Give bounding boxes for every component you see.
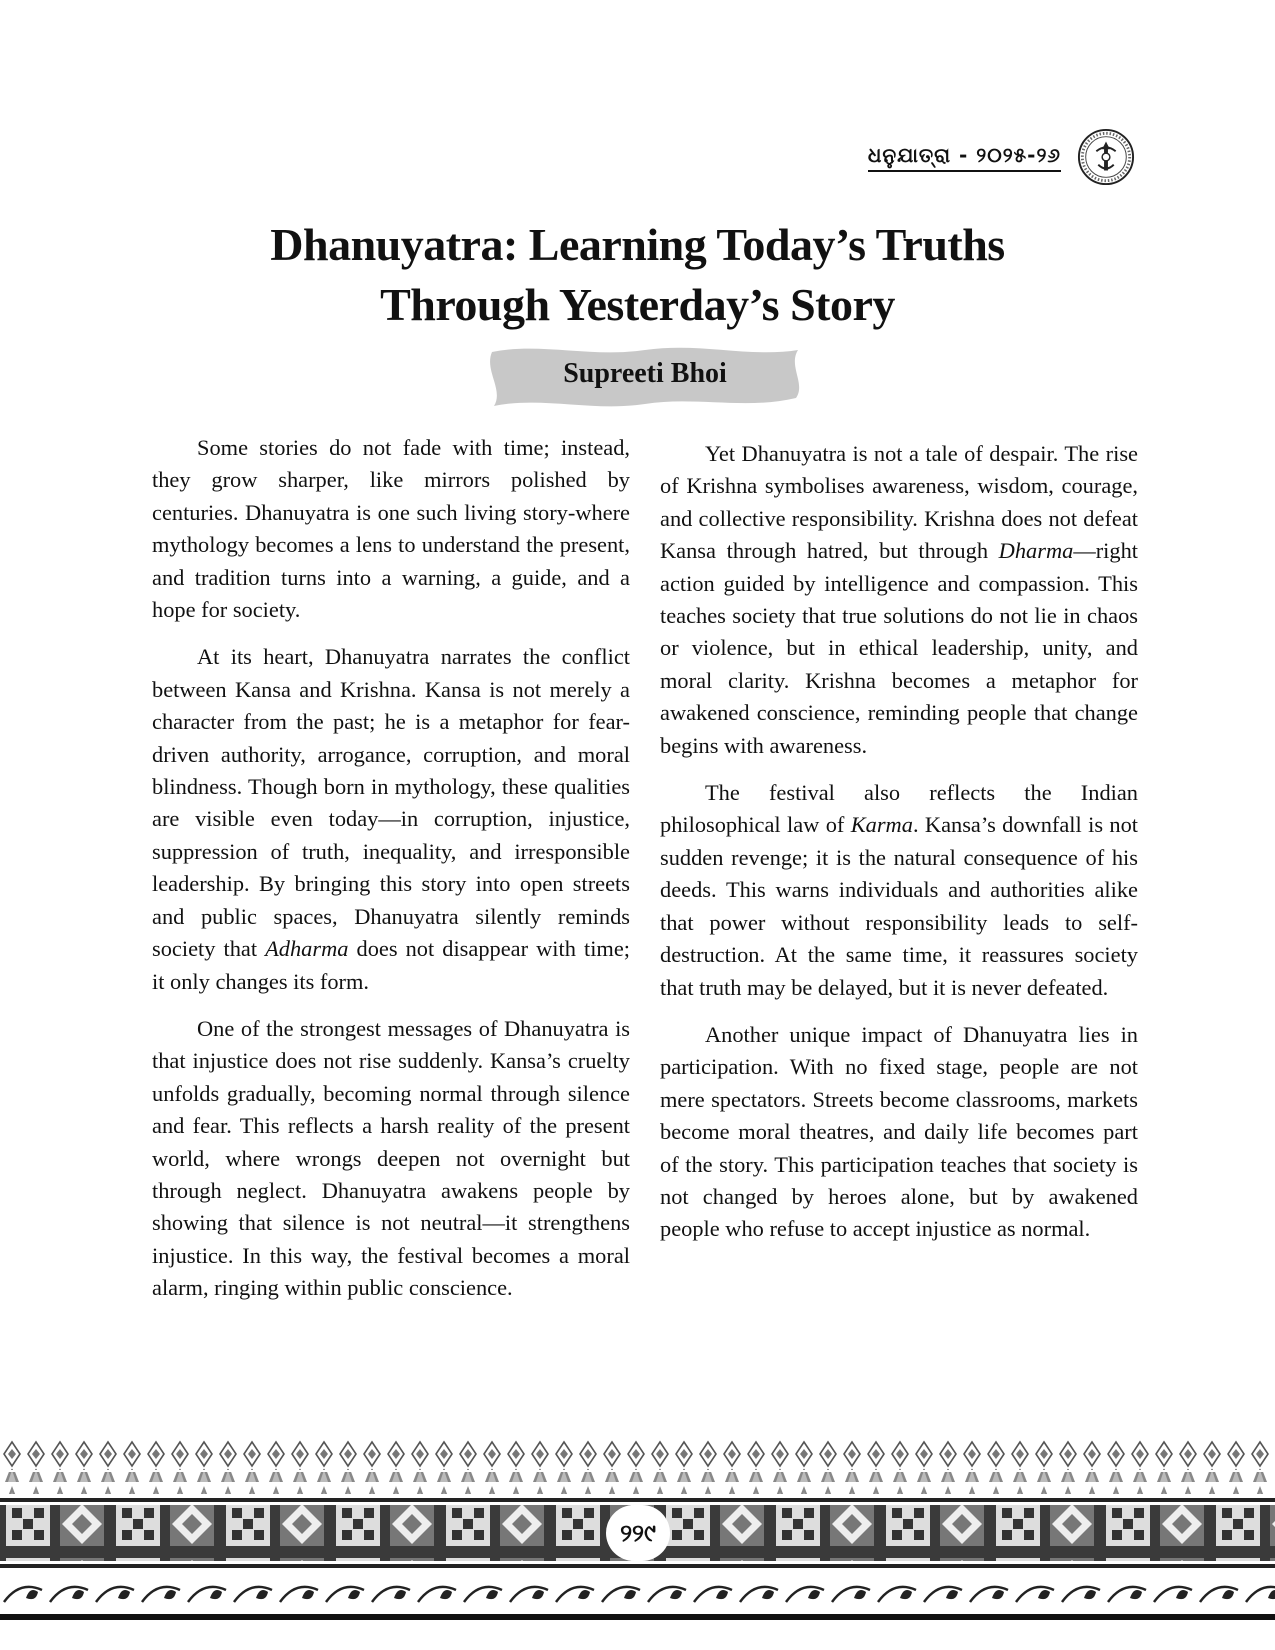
paragraph: At its heart, Dhanuyatra narrates the conflict between Kansa and Krishna. Kansa is not merely a character from the past; he is a metaphor for fear-driven authority, arrogance, corruption, and moral blindness. Though born in mythology, these qualities are visible even today—in corruption, injustice, suppression of truth, inequality, and irresponsible leadership. By bringing this story into open streets and public spaces, Dhanuyatra silently reminds society that Adharma does not disappear with time; it only changes its form. bbox=[152, 644, 630, 994]
page-number: ୨୨୯ bbox=[606, 1505, 670, 1561]
article-title bbox=[0, 215, 1275, 335]
title-line-2: Through Yesterday’s Story bbox=[380, 279, 895, 330]
author-name: Supreeti Bhoi bbox=[563, 358, 727, 389]
paragraph: One of the strongest messages of Dhanuyatra is that injustice does not rise suddenly. Kansa’s cruelty unfolds gradually, becoming normal through silence and fear. This reflects a harsh reality of the present world, where wrongs deepen not overnight but through neglect. Dhanuyatra awakens people by showing that silence is not neutral—it strengthens injustice. In this way, the festival becomes a moral alarm, ringing within public conscience. bbox=[152, 1015, 630, 1301]
paragraph: Another unique impact of Dhanuyatra lies in participation. With no fixed stage, people are not mere spectators. Streets become classrooms, markets become moral theatres, and daily life becomes part of the story. This participation teaches that society is not changed by heroes alone, but by awakened people who refuse to accept injustice as normal. bbox=[660, 1021, 1138, 1242]
title-line-1: Dhanuyatra: Learning Today’s Truths bbox=[270, 219, 1005, 270]
seal-emblem-icon bbox=[1077, 128, 1135, 186]
paragraph: The festival also reflects the Indian philosophical law of Karma. Kansa’s downfall is not sudden revenge; it is the natural consequence of his deeds. This warns individuals and authorities alike that power without responsibility leads to self-destruction. At the same time, it reassures society that truth may be delayed, but it is never defeated. bbox=[660, 780, 1139, 1000]
dharma-term: Dharma bbox=[998, 538, 1074, 564]
adharma-term: Adharma bbox=[265, 936, 349, 962]
left-column bbox=[152, 432, 630, 1320]
author-banner bbox=[480, 340, 810, 420]
paragraph: Some stories do not fade with time; instead, they grow sharper, like mirrors polished by centuries. Dhanuyatra is one such living story-where mythology becomes a lens to understand the present, and tradition turns into a warning, a guide, and a hope for society. bbox=[152, 435, 630, 623]
header-strip bbox=[868, 128, 1135, 186]
right-column bbox=[660, 438, 1138, 1261]
paragraph: Yet Dhanuyatra is not a tale of despair. The rise of Krishna symbolises awareness, wisdom, courage, and collective responsibility. Krishna does not defeat Kansa through hatred, but through Dharma—right action guided by intelligence and compassion. This teaches society that true solutions do not lie in chaos or violence, but in ethical leadership, unity, and moral clarity. Krishna becomes a metaphor for awakened conscience, reminding people that change begins with awareness. bbox=[660, 441, 1138, 758]
karma-term: Karma bbox=[850, 812, 913, 838]
magazine-header-text: ଧନୁଯାତ୍ରା - ୨୦୨୫-୨୬ bbox=[868, 143, 1061, 172]
